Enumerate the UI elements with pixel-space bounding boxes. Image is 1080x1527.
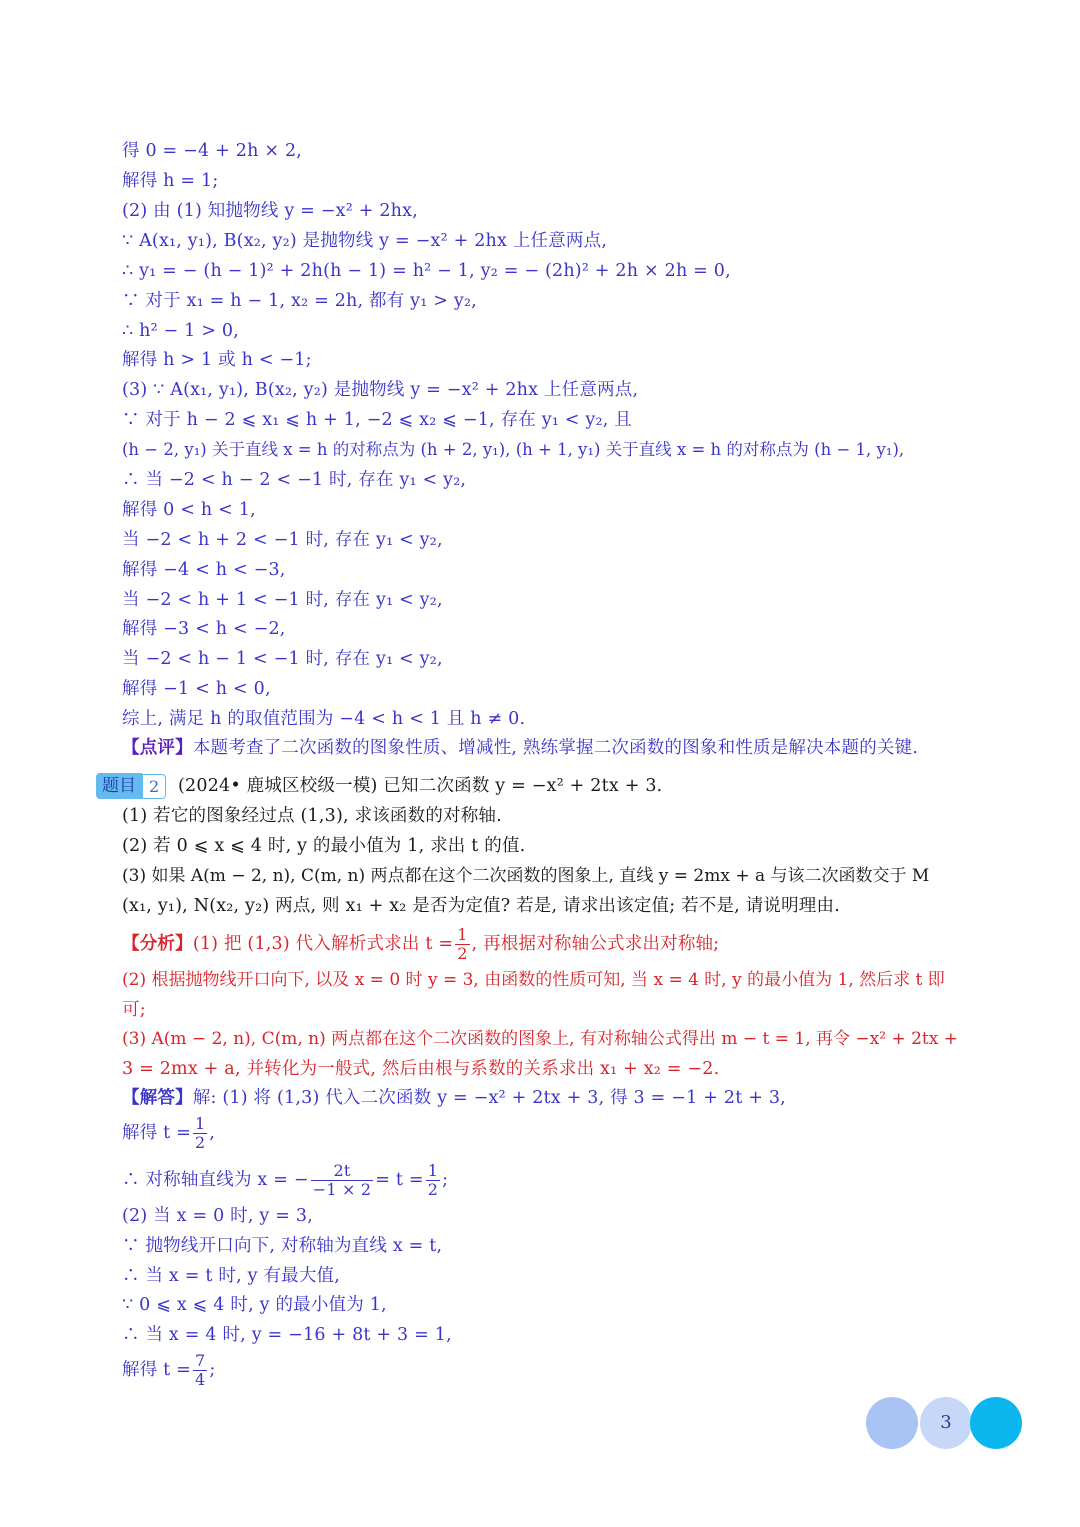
solution-line: 当 −2 < h + 2 < −1 时, 存在 y₁ < y₂, — [122, 530, 443, 550]
solution-line: 解得 −3 < h < −2, — [122, 619, 286, 639]
answer-line: ∵ 抛物线开口向下, 对称轴为直线 x = t, — [122, 1236, 443, 1256]
solution-line: ∴ y₁ = − (h − 1)² + 2h(h − 1) = h² − 1, y₂ = − (2h)² + 2h × 2h = 0, — [122, 261, 731, 281]
question-label — [96, 773, 166, 799]
answer-line: 解得 t = $\frac{1}{2}$ , — [122, 1114, 216, 1152]
answer-tag: 【解答】 — [122, 1088, 193, 1108]
analysis-line: 【分析】(1) 把 (1,3) 代入解析式求出 t = $\frac{1}{2}$ , 再根据对称轴公式求出对称轴; — [122, 925, 720, 963]
analysis-line: 可; — [122, 1000, 146, 1020]
fraction: $\frac{2t}{-1 \times 2}$ — [312, 1161, 372, 1199]
question-number: 2 — [142, 774, 166, 799]
solution-line: ∵ 对于 x₁ = h − 1, x₂ = 2h, 都有 y₁ > y₂, — [122, 291, 477, 311]
answer-line: ∴ 当 x = 4 时, y = −16 + 8t + 3 = 1, — [122, 1325, 452, 1345]
fraction: $\frac{1}{2}$ — [427, 1161, 439, 1199]
solution-line: ∵ 对于 h − 2 ⩽ x₁ ⩽ h + 1, −2 ⩽ x₂ ⩽ −1, 存在 y₁ < y₂, 且 — [122, 410, 632, 430]
solution-line: 解得 h > 1 或 h < −1; — [122, 350, 312, 370]
page-circle-left — [866, 1397, 918, 1449]
answer-line: ∴ 当 x = t 时, y 有最大值, — [122, 1266, 341, 1286]
solution-line: 综上, 满足 h 的取值范围为 −4 < h < 1 且 h ≠ 0. — [122, 709, 526, 729]
answer-line: ∴ 对称轴直线为 x = − $\frac{2t}{-1 \times 2}$ = t = $\frac{1}{2}$ ; — [122, 1161, 449, 1199]
solution-line: 当 −2 < h + 1 < −1 时, 存在 y₁ < y₂, — [122, 590, 443, 610]
fraction: $\frac{1}{2}$ — [195, 1114, 206, 1152]
question-part: (x₁, y₁), N(x₂, y₂) 两点, 则 x₁ + x₂ 是否为定值? 若是, 请求出该定值; 若不是, 请说明理由. — [122, 896, 840, 916]
solution-line: ∵ A(x₁, y₁), B(x₂, y₂) 是抛物线 y = −x² + 2hx 上任意两点, — [122, 231, 608, 251]
answer-line: (2) 当 x = 0 时, y = 3, — [122, 1206, 313, 1226]
solution-line: 得 0 = −4 + 2h × 2, — [122, 141, 303, 161]
comment-tag: 【点评】 — [122, 738, 193, 758]
answer-line: 【解答】解: (1) 将 (1,3) 代入二次函数 y = −x² + 2tx + 3, 得 3 = −1 + 2t + 3, — [122, 1088, 786, 1108]
question-part: (1) 若它的图象经过点 (1,3), 求该函数的对称轴. — [122, 806, 502, 826]
question-part: (2) 若 0 ⩽ x ⩽ 4 时, y 的最小值为 1, 求出 t 的值. — [122, 836, 526, 856]
question-label-text: 题目 — [96, 773, 142, 799]
analysis-tag: 【分析】 — [122, 934, 193, 954]
analysis-line: (2) 根据抛物线开口向下, 以及 x = 0 时 y = 3, 由函数的性质可知, 当 x = 4 时, y 的最小值为 1, 然后求 t 即 — [122, 970, 945, 990]
solution-line: 解得 0 < h < 1, — [122, 500, 256, 520]
solution-line: ∴ h² − 1 > 0, — [122, 321, 239, 341]
solution-line: ∴ 当 −2 < h − 2 < −1 时, 存在 y₁ < y₂, — [122, 470, 467, 490]
solution-line: 当 −2 < h − 1 < −1 时, 存在 y₁ < y₂, — [122, 649, 443, 669]
fraction: $\frac{1}{2}$ — [457, 925, 468, 963]
page-circle-right — [970, 1397, 1022, 1449]
comment-line — [122, 733, 918, 763]
question-stem: (2024• 鹿城区校级一模) 已知二次函数 y = −x² + 2tx + 3. — [178, 776, 663, 796]
page-number-badge — [866, 1397, 1026, 1453]
analysis-line: (3) A(m − 2, n), C(m, n) 两点都在这个二次函数的图象上, 有对称轴公式得出 m − t = 1, 再令 −x² + 2tx + — [122, 1029, 959, 1049]
solution-line: 解得 −1 < h < 0, — [122, 679, 271, 699]
page-number: 3 — [940, 1412, 952, 1433]
solution-line: (2) 由 (1) 知抛物线 y = −x² + 2hx, — [122, 201, 418, 221]
comment-text: 本题考查了二次函数的图象性质、增减性, 熟练掌握二次函数的图象和性质是解决本题的关键. — [192, 738, 919, 758]
solution-line: (3) ∵ A(x₁, y₁), B(x₂, y₂) 是抛物线 y = −x² + 2hx 上任意两点, — [122, 380, 639, 400]
question-part: (3) 如果 A(m − 2, n), C(m, n) 两点都在这个二次函数的图象上, 直线 y = 2mx + a 与该二次函数交于 M — [122, 866, 930, 886]
solution-line: 解得 h = 1; — [122, 171, 219, 191]
solution-line: (h − 2, y₁) 关于直线 x = h 的对称点为 (h + 2, y₁), (h + 1, y₁) 关于直线 x = h 的对称点为 (h − 1, y₁), — [122, 440, 905, 459]
fraction: $\frac{7}{4}$ — [195, 1351, 206, 1389]
analysis-line: 3 = 2mx + a, 并转化为一般式, 然后由根与系数的关系求出 x₁ + x₂ = −2. — [122, 1059, 720, 1079]
solution-line: 解得 −4 < h < −3, — [122, 560, 286, 580]
answer-line: ∵ 0 ⩽ x ⩽ 4 时, y 的最小值为 1, — [122, 1295, 387, 1315]
answer-line: 解得 t = $\frac{7}{4}$ ; — [122, 1351, 216, 1389]
